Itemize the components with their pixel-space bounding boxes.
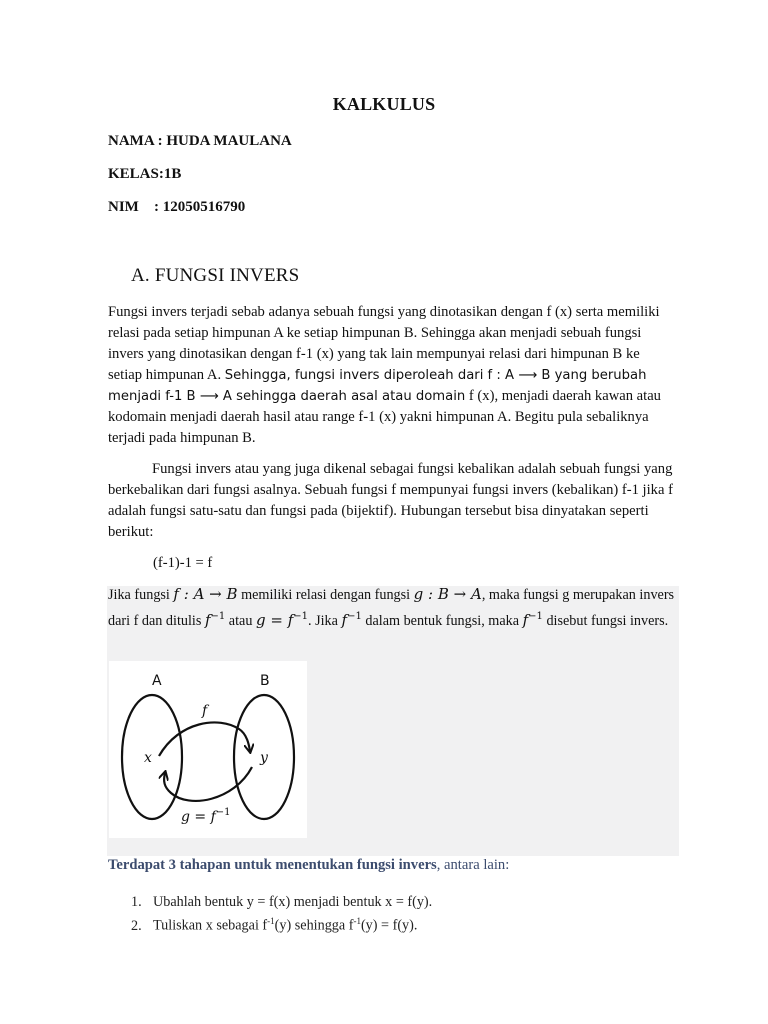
set-a-ellipse	[122, 695, 182, 819]
list-item	[131, 893, 432, 912]
inverse-identity-formula: (f-1)-1 = f	[153, 555, 213, 571]
student-class: KELAS:1B	[108, 166, 182, 182]
g-mapping-arrow	[164, 767, 252, 801]
list-item	[131, 912, 432, 936]
list-item-text-a: Tuliskan x sebagai f	[153, 917, 268, 934]
steps-intro-bold: Terdapat 3 tahapan untuk menentukan fungsi invers	[108, 857, 437, 873]
steps-intro-rest: , antara lain:	[436, 857, 510, 873]
paragraph-definition	[108, 302, 673, 449]
inverse-function-diagram	[109, 661, 307, 838]
student-name: NAMA : HUDA MAULANA	[108, 133, 292, 149]
list-item-text-b: (y) sehingga f	[274, 917, 354, 934]
section-heading: A. FUNGSI INVERS	[131, 265, 300, 286]
notation-math-g-equals-f-inverse: $g = f^{-1}$	[255, 611, 308, 629]
notation-math-f-inverse-2: $f^{-1}$	[341, 611, 362, 629]
set-b-label: B	[260, 673, 270, 689]
notation-math-g-map: g : B → A	[413, 585, 482, 603]
notation-text-5: . Jika	[308, 613, 338, 629]
inverse-notation-paragraph	[108, 584, 680, 632]
notation-text-7: disebut fungsi invers.	[546, 613, 669, 629]
f-mapping-arrow	[159, 722, 250, 756]
notation-math-f-inverse-3: $f^{-1}$	[522, 611, 543, 629]
paragraph-definition-part3: f (x), menjadi daerah kawan atau kodomain menjadi daerah hasil atau range f-1 (x) yakni himpunan A. Begitu pula sebaliknya terjadi pada himpunan B.	[108, 388, 661, 446]
list-item-sup-2: -1	[353, 916, 361, 926]
document-title: KALKULUS	[332, 94, 436, 114]
notation-math-f-inverse-1: $f^{-1}$	[204, 611, 226, 629]
set-a-label: A	[152, 673, 162, 689]
list-item-number: 1.	[131, 894, 142, 910]
steps-list	[131, 893, 432, 936]
paragraph-inverse-explanation	[108, 459, 673, 543]
mapping-diagram-svg	[109, 661, 307, 838]
nim-label: NIM	[108, 199, 139, 215]
paragraph-definition-part1: Fungsi invers terjadi sebab adanya sebuah fungsi yang dinotasikan dengan f (x) serta memiliki relasi pada setiap himpunan A ke setiap himpunan B. Sehingga akan menjadi sebuah fungsi invers yang dinotasikan dengan f-1 (x) yang tak lain mempunyai relasi dari himpunan B ke setiap himpunan A.	[108, 304, 660, 383]
list-item-text-c: (y) = f(y).	[360, 917, 418, 934]
paragraph-inverse-text: Fungsi invers atau yang juga dikenal sebagai fungsi kebalikan adalah sebuah fungsi yang berkebalikan dari fungsi asalnya. Sebuah fungsi f mempunyai fungsi invers (kebalikan) f-1 jika f adalah fungsi satu-satu dan fungsi pada (bijektif). Hubungan tersebut bisa dinyatakan seperti berikut:	[108, 461, 673, 540]
student-nim	[108, 199, 245, 216]
list-item-text: Ubahlah bentuk y = f(x) menjadi bentuk x = f(y).	[153, 894, 433, 910]
nim-value: : 12050516790	[154, 199, 246, 215]
steps-intro	[108, 857, 509, 874]
f-arrow-label: f	[202, 703, 208, 719]
element-y-label: y	[260, 750, 268, 766]
notation-text-6: dalam bentuk fungsi, maka	[365, 613, 520, 629]
notation-text-3: , maka fungsi g merupakan invers dari f dan ditulis	[108, 587, 675, 629]
notation-math-f-map: f : A → B	[173, 585, 238, 603]
notation-text-4: atau	[228, 613, 253, 629]
notation-text-2: memiliki relasi dengan fungsi	[241, 587, 411, 603]
paragraph-definition-part2: Sehingga, fungsi invers diperoleah dari f : A ⟶ B yang berubah menjadi f-1 B ⟶ A sehingga daerah asal atau domain	[108, 368, 647, 404]
notation-text-1: Jika fungsi	[108, 587, 170, 603]
list-item-number: 2.	[131, 917, 142, 934]
g-inverse-label: $g = f^{-1}$	[181, 807, 231, 825]
list-item-sup-1: -1	[267, 916, 275, 926]
element-x-label: x	[144, 750, 152, 766]
